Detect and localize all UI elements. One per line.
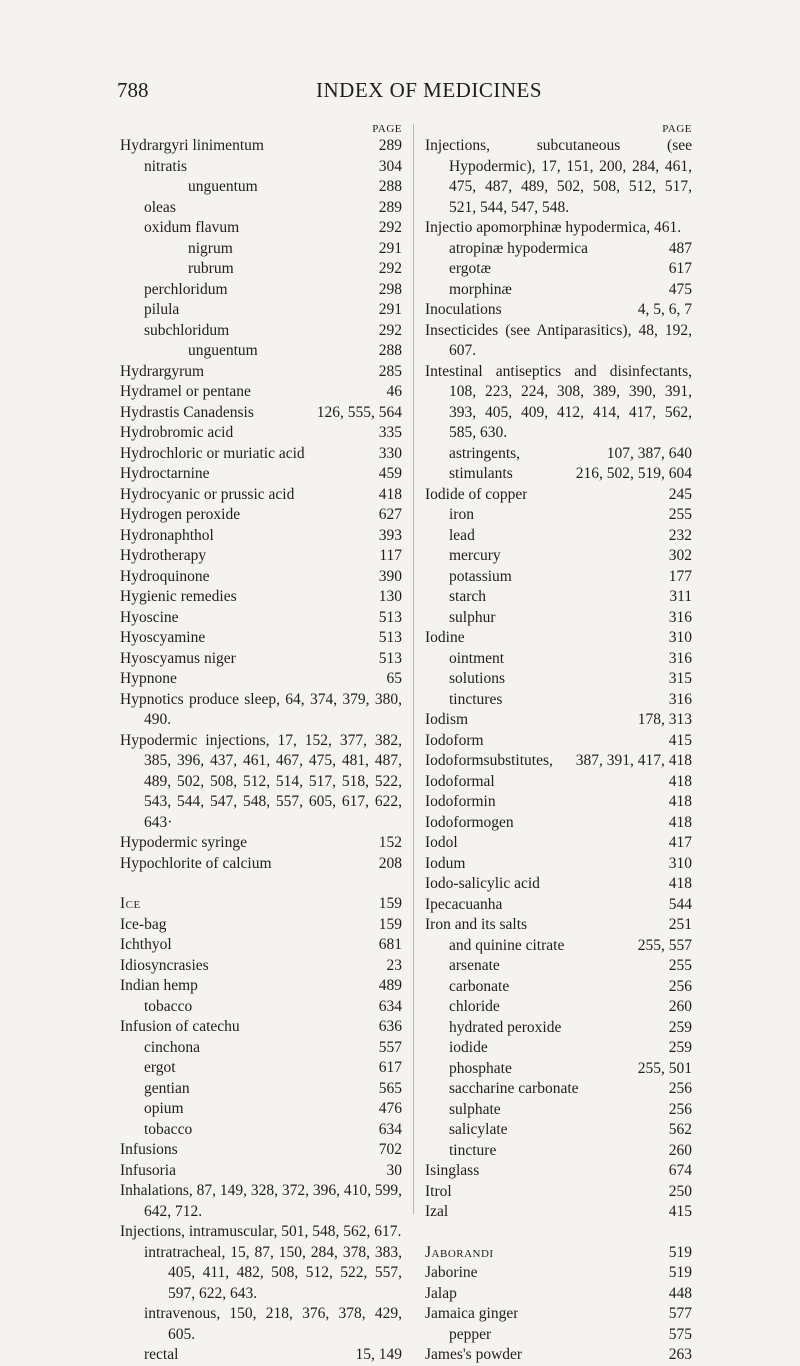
index-entry [120, 1017, 402, 1038]
entry-pages: 513 [378, 629, 402, 646]
index-entry [425, 485, 692, 506]
entry-term: arsenate [449, 957, 500, 974]
entry-pages: 702 [378, 1141, 402, 1158]
entry-pages: 288 [378, 342, 402, 359]
entry-pages: 291 [378, 301, 402, 318]
entry-pages: 575 [668, 1325, 692, 1343]
entry-pages: 46 [386, 383, 402, 400]
right-entry-list [425, 136, 692, 1366]
index-entry [425, 464, 692, 485]
index-entry [425, 895, 692, 916]
index-entry [425, 1018, 692, 1039]
entry-term: carbonate [449, 977, 510, 995]
index-entry [425, 669, 692, 690]
index-entry: Insecticides (see Antiparasitics), 48, 192, 607. [425, 321, 692, 359]
page-column-label: PAGE [662, 123, 692, 135]
index-entry [425, 239, 692, 260]
index-entry [120, 177, 402, 198]
index-entry [120, 1099, 402, 1120]
index-entry [120, 198, 402, 219]
index-entry [120, 669, 402, 690]
index-entry: Injections, intramuscular, 501, 548, 562, 617. [120, 1223, 402, 1240]
index-entry [425, 956, 692, 977]
entry-pages: 245 [668, 485, 692, 503]
index-entry [425, 280, 692, 301]
index-entry [425, 751, 692, 772]
index-entry [120, 1140, 402, 1161]
entry-pages: 634 [378, 997, 402, 1015]
entry-term: Hydrargyri linimentum [120, 137, 264, 154]
entry-pages: 310 [668, 854, 692, 872]
right-index-column [425, 122, 692, 1366]
entry-term: Hydrochloric or muriatic acid [120, 444, 305, 462]
entry-term: Hyoscyamus niger [120, 649, 236, 667]
entry-term: rectal [144, 1346, 179, 1363]
entry-term: chloride [449, 998, 500, 1015]
entry-term: stimulants [449, 465, 513, 482]
entry-term: Jamaica ginger [425, 1305, 519, 1322]
entry-pages: 256 [668, 1100, 692, 1118]
entry-pages: 298 [378, 280, 402, 298]
index-entry [120, 423, 402, 444]
entry-pages: 177 [668, 567, 692, 585]
entry-term: sulphur [449, 608, 496, 626]
entry-pages: 130 [378, 588, 402, 605]
entry-pages: 288 [378, 178, 402, 195]
entry-pages: 256 [668, 977, 692, 995]
entry-term: Hydrocyanic or prussic acid [120, 485, 295, 503]
entry-pages: 415 [668, 1203, 692, 1220]
entry-term: Hydrargyrum [120, 362, 205, 380]
entry-term: Hydrotherapy [120, 547, 207, 564]
entry-pages: 330 [378, 444, 402, 462]
entry-term: Ice-bag [120, 915, 167, 933]
entry-pages: 292 [378, 219, 402, 236]
entry-term: Hydroctarnine [120, 465, 210, 482]
index-entry [120, 464, 402, 485]
entry-term: opium [144, 1100, 184, 1117]
entry-pages: 304 [378, 157, 402, 175]
entry-term: pepper [449, 1325, 492, 1343]
entry-term: Hydroquinone [120, 567, 210, 585]
entry-term: Iodoformsubstitutes, [425, 752, 553, 769]
entry-pages: 681 [378, 936, 402, 953]
entry-pages: 289 [378, 137, 402, 154]
entry-pages: 617 [668, 260, 692, 277]
index-entry [425, 608, 692, 629]
entry-term: Ichthyol [120, 936, 172, 953]
entry-term: morphinæ [449, 280, 512, 298]
index-entry [425, 1325, 692, 1346]
entry-term: Infusoria [120, 1161, 176, 1179]
page-number: 788 [117, 78, 149, 102]
index-entry [120, 321, 402, 342]
entry-term: Iodine [425, 629, 465, 646]
entry-pages: 15, 149 [355, 1346, 402, 1363]
left-index-column [120, 122, 402, 1366]
entry-pages: 335 [378, 424, 402, 441]
entry-term: astringents, [449, 444, 521, 462]
entry-term: mercury [449, 547, 501, 564]
entry-term: Idiosyncrasies [120, 956, 209, 974]
index-entry [425, 1243, 692, 1264]
entry-pages: 674 [668, 1162, 692, 1179]
index-entry [425, 1100, 692, 1121]
entry-pages: 126, 555, 564 [316, 403, 402, 421]
index-entry [425, 587, 692, 608]
entry-term: cinchona [144, 1038, 200, 1056]
entry-pages: 577 [668, 1305, 692, 1322]
entry-term: Hydronaphthol [120, 526, 214, 544]
entry-pages: 216, 502, 519, 604 [575, 465, 692, 482]
entry-pages: 251 [668, 916, 692, 933]
entry-pages: 489 [378, 977, 402, 994]
entry-pages: 513 [378, 608, 402, 626]
index-entry [425, 259, 692, 280]
index-entry: Injections, subcutaneous (see Hypodermic), 17, 151, 200, 284, 461, 475, 487, 489, 502, 508, 512, 517, 521, 544, 547, 548. [425, 137, 692, 216]
entry-pages: 65 [386, 670, 402, 687]
index-entry [425, 1141, 692, 1162]
entry-term: Ipecacuanha [425, 895, 503, 913]
index-entry [425, 649, 692, 670]
index-entry [120, 546, 402, 567]
index-entry [120, 956, 402, 977]
entry-term: Jaborandi [425, 1243, 494, 1261]
index-entry [425, 997, 692, 1018]
entry-term: Infusions [120, 1141, 178, 1158]
index-entry [425, 1345, 692, 1366]
index-entry [120, 280, 402, 301]
index-entry [120, 300, 402, 321]
index-entry [120, 854, 402, 875]
entry-term: tincture [449, 1141, 497, 1159]
entry-pages: 255 [668, 957, 692, 974]
entry-term: Hydrobromic acid [120, 424, 234, 441]
index-entry [120, 136, 402, 157]
index-entry [425, 526, 692, 547]
entry-pages: 418 [668, 772, 692, 790]
entry-term: saccharine carbonate [449, 1080, 579, 1097]
entry-term: unguentum [188, 178, 258, 195]
entry-pages: 519 [668, 1264, 692, 1281]
entry-pages: 289 [378, 198, 402, 216]
index-entry [120, 1120, 402, 1141]
entry-term: iron [449, 506, 474, 523]
index-entry: intratracheal, 15, 87, 150, 284, 378, 383, 405, 411, 482, 508, 512, 522, 557, 597, 622, 643. [144, 1243, 402, 1302]
index-entry [425, 710, 692, 731]
entry-term: hydrated peroxide [449, 1018, 562, 1036]
entry-pages: 208 [378, 854, 402, 872]
entry-pages: 291 [378, 239, 402, 257]
entry-term: Iodoformogen [425, 813, 514, 831]
entry-pages: 418 [668, 793, 692, 810]
entry-pages: 30 [386, 1161, 402, 1179]
entry-pages: 285 [378, 362, 402, 380]
entry-term: tinctures [449, 690, 503, 708]
page-column-label: PAGE [372, 123, 402, 135]
entry-term: starch [449, 588, 487, 605]
entry-term: Ice [120, 895, 141, 912]
entry-term: Hypochlorite of calcium [120, 854, 272, 872]
entry-term: Iodo-salicylic acid [425, 875, 540, 892]
entry-pages: 448 [668, 1284, 692, 1302]
entry-term: pilula [144, 301, 180, 318]
index-entry: Injectio apomorphinæ hypodermica, 461. [425, 219, 682, 236]
index-entry [425, 1263, 692, 1284]
entry-term: Iodism [425, 711, 469, 728]
entry-term: Iodoform [425, 731, 484, 749]
entry-term: Inoculations [425, 301, 502, 318]
entry-pages: 316 [668, 649, 692, 667]
index-entry [425, 1161, 692, 1182]
entry-term: ointment [449, 649, 505, 667]
entry-term: salicylate [449, 1121, 508, 1138]
index-entry [120, 628, 402, 649]
entry-pages: 260 [668, 1141, 692, 1159]
entry-pages: 107, 387, 640 [606, 444, 692, 462]
index-entry [120, 382, 402, 403]
entry-term: tobacco [144, 1120, 193, 1138]
index-entry [120, 833, 402, 854]
entry-term: Iodide of copper [425, 485, 528, 503]
entry-term: Hypnone [120, 670, 177, 687]
index-entry [120, 157, 402, 178]
index-entry [120, 567, 402, 588]
entry-pages: 259 [668, 1039, 692, 1056]
index-entry [425, 977, 692, 998]
index-entry [120, 444, 402, 465]
entry-pages: 459 [378, 465, 402, 482]
entry-pages: 316 [668, 690, 692, 708]
entry-term: Infusion of catechu [120, 1018, 240, 1035]
entry-pages: 418 [668, 875, 692, 892]
entry-pages: 476 [378, 1100, 402, 1117]
entry-pages: 487 [668, 239, 692, 257]
index-entry [425, 1304, 692, 1325]
index-entry: intravenous, 150, 218, 376, 378, 429, 605. [144, 1305, 402, 1343]
index-entry [120, 976, 402, 997]
index-entry [120, 485, 402, 506]
index-entry [120, 915, 402, 936]
entry-term: subchloridum [144, 321, 230, 339]
entry-term: phosphate [449, 1059, 512, 1077]
index-entry [120, 505, 402, 526]
entry-pages: 255, 557 [637, 936, 692, 954]
index-entry [120, 341, 402, 362]
entry-term: solutions [449, 670, 505, 687]
index-entry [120, 259, 402, 280]
entry-pages: 557 [378, 1038, 402, 1056]
entry-term: Iodum [425, 854, 466, 872]
index-entry [425, 1059, 692, 1080]
entry-term: perchloridum [144, 280, 228, 298]
entry-pages: 513 [378, 649, 402, 667]
entry-term: Hydrastis Canadensis [120, 403, 254, 421]
index-entry: Hypnotics produce sleep, 64, 374, 379, 380, 490. [120, 690, 402, 728]
index-entry [120, 218, 402, 239]
entry-term: ergotæ [449, 260, 491, 277]
index-entry [120, 1161, 402, 1182]
index-entry [425, 546, 692, 567]
entry-pages: 292 [378, 321, 402, 339]
page-title: INDEX OF MEDICINES [316, 78, 542, 102]
index-entry [425, 813, 692, 834]
entry-term: iodide [449, 1039, 488, 1056]
index-entry [425, 772, 692, 793]
entry-term: Hydrogen peroxide [120, 506, 241, 523]
entry-pages: 117 [379, 547, 402, 564]
entry-term: Jalap [425, 1284, 457, 1302]
entry-pages: 519 [668, 1243, 692, 1261]
entry-pages: 544 [668, 895, 692, 913]
index-entry [425, 690, 692, 711]
index-entry [120, 894, 402, 915]
entry-pages: 417 [668, 834, 692, 851]
entry-term: Hypodermic syringe [120, 834, 247, 851]
index-entry [425, 628, 692, 649]
section-gap [425, 1223, 692, 1243]
index-entry [120, 997, 402, 1018]
entry-pages: 415 [668, 731, 692, 749]
entry-term: Hygienic remedies [120, 588, 237, 605]
entry-pages: 263 [668, 1346, 692, 1363]
entry-pages: 310 [668, 629, 692, 646]
entry-term: Itrol [425, 1182, 452, 1200]
entry-pages: 393 [378, 526, 402, 544]
entry-term: oxidum flavum [144, 219, 240, 236]
index-entry [120, 239, 402, 260]
page-header [0, 78, 800, 108]
entry-pages: 260 [668, 998, 692, 1015]
entry-term: tobacco [144, 997, 193, 1015]
entry-term: Hyoscyamine [120, 629, 206, 646]
index-entry [425, 854, 692, 875]
entry-pages: 565 [378, 1079, 402, 1097]
entry-term: Indian hemp [120, 977, 198, 994]
column-divider [413, 124, 414, 1214]
entry-pages: 617 [378, 1059, 402, 1076]
entry-pages: 316 [668, 608, 692, 626]
index-entry [425, 1202, 692, 1223]
entry-term: unguentum [188, 342, 258, 359]
index-entry [425, 300, 692, 321]
entry-pages: 259 [668, 1018, 692, 1036]
section-gap [120, 874, 402, 894]
entry-term: atropinæ hypodermica [449, 239, 589, 257]
entry-term: ergot [144, 1059, 176, 1076]
index-entry [425, 731, 692, 752]
entry-pages: 256 [668, 1080, 692, 1097]
index-entry: Hypodermic injections, 17, 152, 377, 382, 385, 396, 437, 461, 467, 475, 481, 487, 489, 502, 508, 512, 514, 517, 518, 522, 543, 544, 547, 548, 557, 605, 617, 622, 643· [120, 731, 402, 831]
entry-pages: 636 [378, 1018, 402, 1035]
entry-pages: 232 [668, 526, 692, 544]
index-entry [120, 608, 402, 629]
entry-pages: 315 [668, 670, 692, 687]
index-entry [425, 1284, 692, 1305]
entry-term: and quinine citrate [449, 936, 565, 954]
entry-pages: 311 [669, 588, 692, 605]
entry-term: gentian [144, 1079, 190, 1097]
entry-pages: 292 [378, 260, 402, 277]
entry-term: nitratis [144, 157, 188, 175]
entry-term: Iron and its salts [425, 916, 528, 933]
index-entry: Intestinal antiseptics and disinfectants, 108, 223, 224, 308, 389, 390, 391, 393, 405, 409, 412, 414, 417, 562, 585, 630. [425, 362, 692, 441]
entry-pages: 627 [378, 506, 402, 523]
entry-term: potassium [449, 567, 512, 585]
entry-term: rubrum [188, 260, 234, 277]
index-entry [425, 1038, 692, 1059]
entry-pages: 159 [378, 915, 402, 933]
entry-pages: 4, 5, 6, 7 [637, 301, 692, 318]
index-entry [120, 1058, 402, 1079]
index-entry [120, 403, 402, 424]
entry-pages: 634 [378, 1120, 402, 1138]
entry-term: Iodol [425, 834, 458, 851]
entry-term: sulphate [449, 1100, 501, 1118]
index-entry: Inhalations, 87, 149, 328, 372, 396, 410, 599, 642, 712. [120, 1182, 402, 1220]
entry-pages: 302 [668, 547, 692, 564]
entry-pages: 23 [386, 956, 402, 974]
entry-pages: 562 [668, 1121, 692, 1138]
index-entry [120, 1345, 402, 1366]
entry-term: oleas [144, 198, 176, 216]
entry-pages: 152 [378, 834, 402, 851]
entry-pages: 159 [378, 895, 402, 912]
entry-term: Iodoformin [425, 793, 496, 810]
entry-pages: 250 [668, 1182, 692, 1200]
index-entry [425, 1079, 692, 1100]
entry-pages: 418 [378, 485, 402, 503]
entry-term: Hyoscine [120, 608, 179, 626]
entry-term: Isinglass [425, 1162, 480, 1179]
index-entry [120, 362, 402, 383]
index-entry [425, 833, 692, 854]
entry-pages: 390 [378, 567, 402, 585]
entry-term: lead [449, 526, 475, 544]
index-entry [120, 1038, 402, 1059]
index-entry [120, 649, 402, 670]
index-entry [425, 936, 692, 957]
index-entry [120, 587, 402, 608]
index-entry [120, 526, 402, 547]
entry-term: James's powder [425, 1346, 523, 1363]
entry-term: nigrum [188, 239, 233, 257]
entry-pages: 178, 313 [637, 711, 692, 728]
index-entry [120, 935, 402, 956]
entry-pages: 475 [668, 280, 692, 298]
index-entry [425, 1182, 692, 1203]
entry-term: Izal [425, 1203, 449, 1220]
entry-term: Jaborine [425, 1264, 478, 1281]
index-entry [425, 874, 692, 895]
entry-pages: 255 [668, 506, 692, 523]
index-entry [120, 1079, 402, 1100]
index-entry [425, 915, 692, 936]
index-entry [425, 792, 692, 813]
entry-term: Iodoformal [425, 772, 495, 790]
entry-term: Hydramel or pentane [120, 383, 251, 400]
index-entry [425, 444, 692, 465]
index-entry [425, 567, 692, 588]
left-entry-list [120, 136, 402, 1366]
index-entry [425, 1120, 692, 1141]
index-entry [425, 505, 692, 526]
entry-pages: 418 [668, 813, 692, 831]
entry-pages: 387, 391, 417, 418 [575, 752, 692, 769]
entry-pages: 255, 501 [637, 1059, 692, 1077]
